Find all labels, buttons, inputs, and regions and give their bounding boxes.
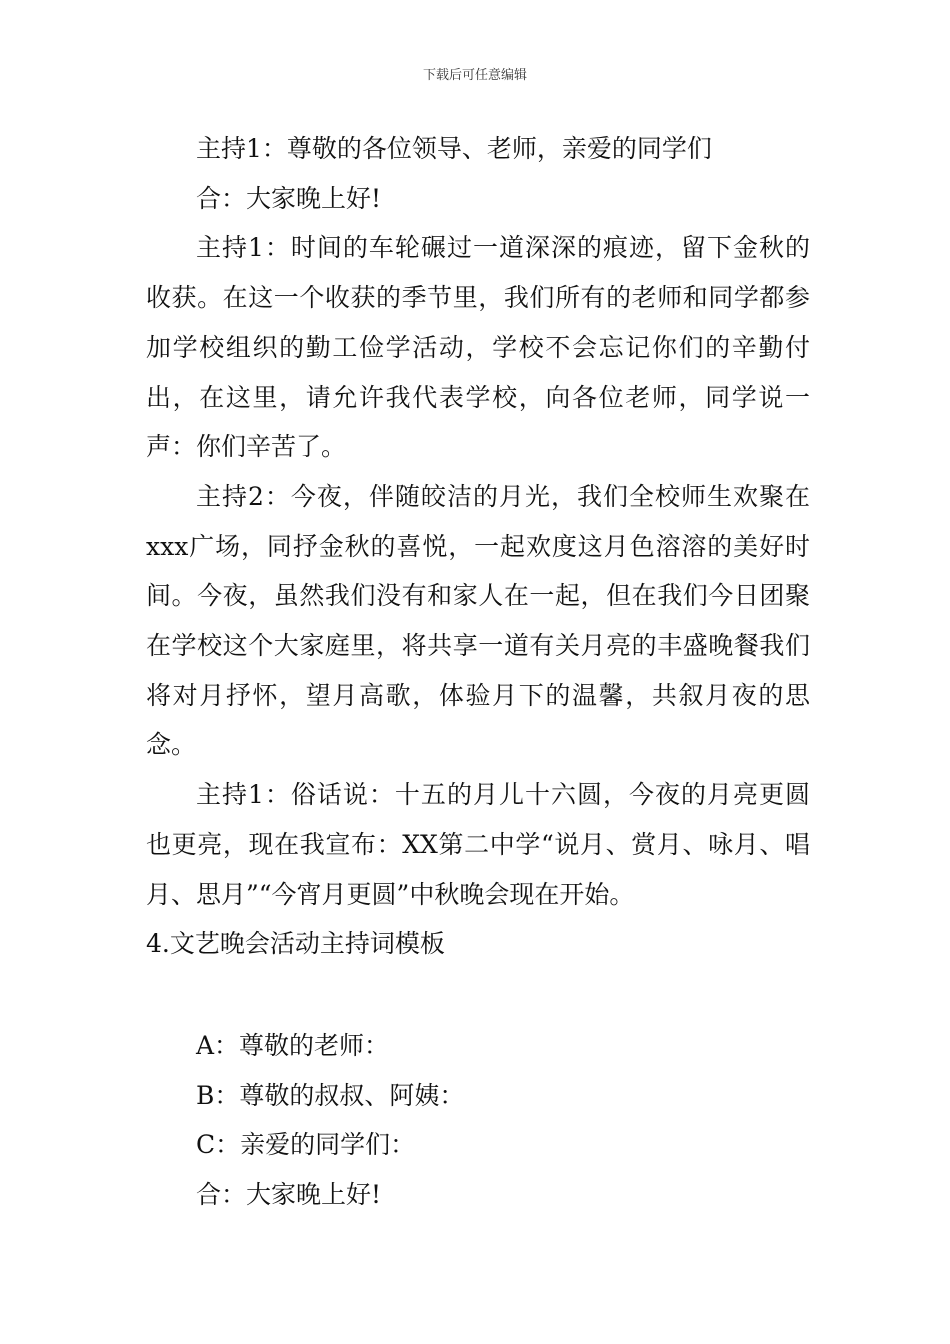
paragraph-host1-announcement: 主持1：俗话说：十五的月儿十六圆，今夜的月亮更圆也更亮，现在我宣布：XX第二中学“说月、赏月、咏月、唱月、思月”“今宵月更圆”中秋晚会现在开始。	[146, 780, 810, 909]
document-body	[146, 124, 810, 1220]
paragraph-host1-harvest: 主持1：时间的车轮碾过一道深深的痕迹，留下金秋的收获。在这一个收获的季节里，我们所有的老师和同学都参加学校组织的勤工俭学活动，学校不会忘记你们的辛勤付出，在这里，请允许我代表学校，向各位老师，同学说一声：你们辛苦了。	[146, 233, 810, 462]
paragraph-speaker-b: B：尊敬的叔叔、阿姨：	[196, 1080, 465, 1110]
paragraph-speaker-a: A：尊敬的老师：	[196, 1030, 390, 1060]
paragraph-chorus-greeting: 合：大家晚上好!	[196, 183, 382, 213]
paragraph-host2-tonight: 主持2：今夜，伴随皎洁的月光，我们全校师生欢聚在xxx广场，同抒金秋的喜悦，一起欢度这月色溶溶的美好时间。今夜，虽然我们没有和家人在一起，但在我们今日团聚在学校这个大家庭里，将共享一道有关月亮的丰盛晚餐我们将对月抒怀，望月高歌，体验月下的温馨，共叙月夜的思念。	[146, 481, 810, 760]
page-header-note: 下载后可任意编辑	[422, 68, 527, 83]
section-spacer	[146, 969, 810, 1021]
paragraph-speaker-c: C：亲爱的同学们：	[196, 1130, 416, 1160]
paragraph-chorus-evening: 合：大家晚上好!	[196, 1180, 382, 1210]
paragraph-host1-greeting: 主持1：尊敬的各位领导、老师，亲爱的同学们	[196, 134, 712, 163]
section-heading: 4.文艺晚会活动主持词模板	[146, 929, 445, 959]
